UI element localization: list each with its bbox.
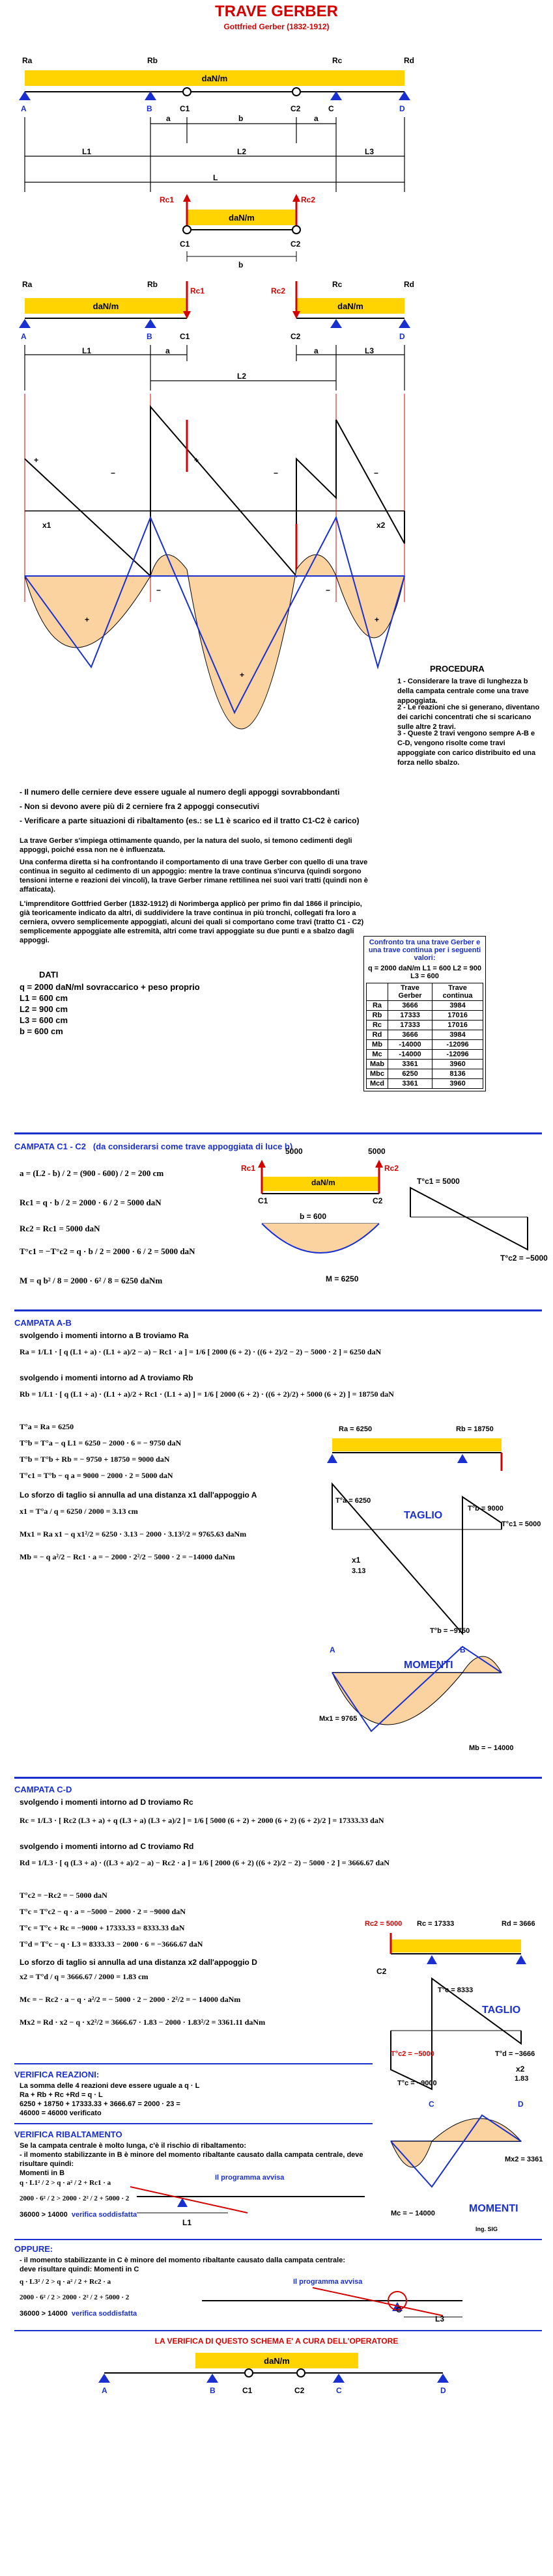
beam-load [25, 70, 404, 86]
label-d: D [440, 2386, 446, 2395]
comparison-cell: 17333 [388, 1021, 432, 1030]
cd-tc3-label: T°c = −9000 [397, 2079, 437, 2087]
support-d-icon [437, 2374, 449, 2383]
dim-a1: a [165, 346, 170, 355]
ab-tb-label: T°b = 9000 [468, 1505, 503, 1513]
label-c2: C2 [294, 2386, 305, 2395]
label-rb: Rb [147, 280, 158, 289]
avvisa-label: Il programma avvisa [215, 2174, 285, 2182]
comparison-cell: Mb [367, 1040, 388, 1050]
ab-tbl-label: T°b = −9750 [430, 1627, 470, 1635]
note: - Verificare a parte situazioni di ribaltamento (es.: se L1 è scarico ed il tratto C1-C2 è carico) [20, 816, 360, 825]
procedure-title: PROCEDURA [430, 664, 485, 674]
support-a-icon [19, 91, 31, 100]
shear-minus-sign: − [111, 469, 116, 478]
comparison-row [367, 1040, 483, 1050]
data-line: L2 = 900 cm [20, 1004, 68, 1014]
comparison-cell: Rd [367, 1030, 388, 1040]
support-d-icon [399, 91, 410, 100]
moment-plus-sign: + [375, 615, 380, 624]
label-b: B [147, 332, 152, 341]
label-a: A [102, 2386, 107, 2395]
label-rc1: Rc1 [190, 286, 205, 295]
ab-mb-label: Mb = − 14000 [469, 1744, 514, 1752]
label-a: A [21, 332, 27, 341]
cd-taglio-label: TAGLIO [482, 2005, 521, 2016]
formula-tc1: T°c1 = T°b − q a = 9000 − 2000 · 2 = 5000 daN [20, 1471, 173, 1480]
label-rc1: Rc1 [160, 195, 175, 204]
cd-rc2-label: Rc2 = 5000 [365, 1920, 403, 1928]
label-c2: C2 [291, 104, 301, 113]
ab-x1-label: x1 [352, 1555, 361, 1565]
formula-mx2: Mx2 = Rd · x2 − q · x2²/2 = 3666.67 · 1.83 − 2000 · 1.83²/2 = 3361.11 daNm [20, 2018, 266, 2027]
shear-minus-sign: − [274, 469, 279, 478]
label-rc2: Rc2 [301, 195, 316, 204]
ab-x1-value: 3.13 [352, 1567, 366, 1575]
oppure-result: 36000 > 14000 verifica soddisfatta [20, 2310, 137, 2318]
ribaltamento-diagram-b [130, 2184, 371, 2223]
comparison-cell: 3960 [432, 1079, 483, 1089]
label-c: C [396, 2305, 402, 2314]
comparison-cell: Mc [367, 1050, 388, 1060]
formula-m: M = q b² / 8 = 2000 · 6² / 8 = 6250 daNm [20, 1276, 163, 1285]
formula-ta: T°a = Ra = 6250 [20, 1422, 74, 1431]
label-d: D [518, 2100, 524, 2109]
c1c2-t2-label: T°c2 = −5000 [500, 1254, 548, 1263]
comparison-cell: Rc [367, 1021, 388, 1030]
cd-line-1: svolgendo i momenti intorno ad D troviamo Rc [20, 1798, 193, 1807]
description-paragraph: L'imprenditore Gottfried Gerber (1832-1912) di Norimberga applicò per primo fin dal 1866 il principio, già teoricamente indicato da altri, di suddividere la trave continua in più tronchi, collegati fra loro a cerniera, ovvero semplicemente appoggiati, alcuni dei quali si comportano come travi (tratto C1 - C2) semplicemente appoggiate alle estremità, altri come travi appoggiate su due punti e a sbalzo dagli appoggi. [20, 900, 364, 944]
formula-mx1: Mx1 = Ra x1 − q x1²/2 = 6250 · 3.13 − 2000 · 3.13²/2 = 9765.63 daNm [20, 1529, 247, 1539]
cd-momenti-label: MOMENTI [469, 2203, 518, 2214]
moment-minus-sign: − [326, 586, 331, 595]
verifica-line: La somma delle 4 reazioni deve essere uguale a q · L [20, 2082, 200, 2090]
formula-ra: Ra = 1/L1 · [ q (L1 + a) · (L1 + a)/2 − a) − Rc1 · a ] = 1/6 [ 2000 (6 + 2) · ((6 + 2)/2 − 2) − 5000 · 2 ] = 6250 daN [20, 1347, 382, 1356]
col-gerber: Trave Gerber [388, 983, 432, 1001]
comparison-cell: 17333 [388, 1011, 432, 1021]
cd-line-3: Lo sforzo di taglio si annulla ad una distanza x2 dall'appoggio D [20, 1958, 257, 1967]
cd-mc-label: Mc = − 14000 [391, 2210, 435, 2217]
hinge-c2-icon [292, 87, 301, 96]
support-b-icon [145, 319, 156, 328]
ab-taglio-label: TAGLIO [404, 1510, 443, 1521]
formula-tc3: T°c = T°c + Rc = −9000 + 17333.33 = 8333.33 daN [20, 1923, 185, 1932]
section-divider [14, 1309, 542, 1311]
comparison-cell: 8136 [432, 1069, 483, 1079]
oppure-numeric: 2000 · 6² / 2 > 2000 · 2² / 2 + 5000 · 2 [20, 2294, 130, 2301]
moment-minus-sign: − [156, 586, 162, 595]
oppure-line: - il momento stabilizzante in C è minore del momento ribaltante causato dalla campata centrale: [20, 2256, 346, 2264]
label-a: A [330, 1645, 335, 1654]
section-title-ab: CAMPATA A-B [14, 1318, 72, 1328]
ribaltamento-line: - il momento stabilizzante in B è minore del momento ribaltante causato dalla campata centrale, deve risultare quindi: [20, 2151, 363, 2168]
dim-l1: L1 [82, 147, 92, 156]
label-x2: x2 [376, 521, 386, 530]
comparison-cell: 3361 [388, 1079, 432, 1089]
c1c2-t1-label: T°c1 = 5000 [417, 1177, 460, 1186]
label-c1: C1 [180, 332, 190, 341]
comparison-title: Confronto tra una trave Gerber e una trave continua per i seguenti valori: [368, 939, 481, 962]
comparison-cell: Mab [367, 1060, 388, 1069]
data-line: b = 600 cm [20, 1026, 63, 1036]
comparison-row [367, 1001, 483, 1011]
label-rc2: Rc2 [271, 286, 286, 295]
hinge-c2-icon [296, 2368, 305, 2377]
dim-l3: L3 [365, 346, 375, 355]
procedure-step: 2 - Le reazioni che si generano, diventano dei carichi concentrati che si scaricano sulle altre 2 travi. [397, 704, 540, 731]
support-a-icon [19, 319, 31, 328]
dim-a2: a [314, 114, 319, 123]
label-c1: C1 [242, 2386, 253, 2395]
cd-tc2-label: T°c2 = −5000 [391, 2050, 434, 2058]
cd-line-2: svolgendo i momenti intorno ad C troviamo Rd [20, 1842, 194, 1851]
section-divider [14, 1777, 542, 1779]
comparison-cell: 3666 [388, 1001, 432, 1011]
comparison-row [367, 1050, 483, 1060]
cd-c2-label: C2 [376, 1967, 387, 1976]
ab-ta-label: T°a = 6250 [335, 1497, 371, 1505]
comparison-cell: 3984 [432, 1001, 483, 1011]
comparison-cell: 17016 [432, 1021, 483, 1030]
label-b: B [210, 2386, 216, 2395]
procedure-step: 3 - Queste 2 travi vengono sempre A-B e C-D, vengono risolte come travi appoggiate con carico distribuito ed una forza nello sbalzo. [397, 730, 536, 767]
comparison-row [367, 1030, 483, 1040]
cd-tc1-label: T°c = 8333 [438, 1986, 474, 1994]
section-divider [14, 2063, 373, 2064]
beam-line [25, 91, 404, 92]
hinge-c1-icon [244, 2368, 253, 2377]
comparison-cell: 3666 [388, 1030, 432, 1040]
formula-tb2: T°b = T°b + Rb = − 9750 + 18750 = 9000 daN [20, 1455, 170, 1464]
support-b-icon [206, 2374, 218, 2383]
hinge-c2-icon [292, 225, 301, 234]
support-b-icon [145, 91, 156, 100]
cd-rd-label: Rd = 3666 [502, 1920, 535, 1928]
label-c2: C2 [291, 332, 301, 341]
label-c1: C1 [180, 240, 190, 249]
ribaltamento-diagram-c [195, 2284, 469, 2323]
formula-tc: T°c = T°c2 − q · a = −5000 − 2000 · 2 = −9000 daN [20, 1907, 186, 1916]
comparison-row [367, 1079, 483, 1089]
comparison-cell: 3984 [432, 1030, 483, 1040]
label-d: D [399, 104, 405, 113]
dim-b: b [238, 114, 244, 123]
footer-note: LA VERIFICA DI QUESTO SCHEMA E' A CURA DELL'OPERATORE [154, 2336, 399, 2346]
ribaltamento-line: Momenti in B [20, 2169, 65, 2177]
support-c-icon [330, 319, 342, 328]
comparison-cell: Mbc [367, 1069, 388, 1079]
c1c2-force-1: 5000 [285, 1147, 303, 1156]
load-label: daN/m [264, 2355, 290, 2366]
label-a: A [21, 104, 27, 113]
shear-plus-sign: + [34, 456, 39, 465]
data-line: L3 = 600 cm [20, 1015, 68, 1025]
ribaltamento-formula: q · L1² / 2 > q · a² / 2 + Rc1 · a [20, 2179, 111, 2187]
dim-l3: L3 [365, 147, 375, 156]
label-rc: Rc [332, 56, 343, 65]
ab-line-2: svolgendo i momenti intorno ad A troviamo Rb [20, 1373, 193, 1382]
section-title-c1c2: CAMPATA C1 - C2 (da considerarsi come trave appoggiata di luce b) [14, 1142, 293, 1151]
page-subtitle: Gottfried Gerber (1832-1912) [223, 22, 330, 31]
verifica-reazioni-body [20, 2081, 199, 2118]
formula-tb: T°b = T°a − q L1 = 6250 − 2000 · 6 = − 9750 daN [20, 1438, 182, 1447]
dim-b2: b [238, 260, 244, 269]
section-title-cd: CAMPATA C-D [14, 1785, 72, 1794]
dimension-lines-top [0, 111, 553, 202]
label-rc1: Rc1 [241, 1164, 256, 1173]
comparison-row [367, 1011, 483, 1021]
comparison-box [363, 936, 486, 1091]
label-c: C [336, 2386, 342, 2395]
formula-rc1: Rc1 = q · b / 2 = 2000 · 6 / 2 = 5000 daN [20, 1198, 162, 1207]
label-rc: Rc [332, 280, 343, 289]
col-continua: Trave continua [432, 983, 483, 1001]
label-rc2: Rc2 [384, 1164, 399, 1173]
cd-x2-value: 1.83 [515, 2075, 529, 2083]
support-c-icon [330, 91, 342, 100]
load-label: daN/m [229, 212, 255, 223]
moment-plus-sign: + [240, 670, 245, 679]
load-label: daN/m [337, 301, 363, 311]
support-c-icon [333, 2374, 345, 2383]
section-divider [14, 2123, 373, 2124]
comparison-row [367, 1060, 483, 1069]
comparison-cell: -14000 [388, 1050, 432, 1060]
comparison-row [367, 1069, 483, 1079]
page-title: TRAVE GERBER [215, 3, 338, 20]
label-b: B [147, 104, 152, 113]
formula-rd: Rd = 1/L3 · [ q (L3 + a) · ((L3 + a)/2 − a) − Rc2 · a ] = 1/6 [ 2000 (6 + 2) ((6 + 2)/2 − 2) − 5000 · 2 ] = 3666.67 daN [20, 1858, 390, 1867]
ab-tc1-label: T°c1 = 5000 [502, 1520, 541, 1528]
load-label: daN/m [311, 1178, 335, 1187]
ribaltamento-line: Se la campata centrale è molto lunga, c'è il rischio di ribaltamento: [20, 2142, 246, 2150]
label-rd: Rd [404, 280, 414, 289]
dim-l1: L1 [82, 346, 92, 355]
dim-l1: L1 [182, 2218, 192, 2227]
ribaltamento-numeric: 2000 · 6² / 2 > 2000 · 2² / 2 + 5000 · 2 [20, 2195, 130, 2202]
dim-l2: L2 [237, 372, 247, 381]
label-c: C [429, 2100, 434, 2109]
formula-x1: x1 = T°a / q = 6250 / 2000 = 3.13 cm [20, 1507, 138, 1516]
verifica-line: Ra + Rb + Rc +Rd = q · L [20, 2091, 103, 2099]
support-d-icon [399, 319, 410, 328]
note: - Il numero delle cerniere deve essere uguale al numero degli appoggi sovrabbondanti [20, 788, 340, 797]
dim-l2: L2 [237, 147, 247, 156]
comparison-cell: Mcd [367, 1079, 388, 1089]
formula-tc: T°c1 = −T°c2 = q · b / 2 = 2000 · 6 / 2 = 5000 daN [20, 1246, 195, 1256]
comparison-cell: -12096 [432, 1050, 483, 1060]
beam-cd-line [296, 318, 404, 319]
avvisa-label: Il programma avvisa [293, 2278, 363, 2286]
comparison-cell: 3361 [388, 1060, 432, 1069]
verifica-reazioni-title: VERIFICA REAZIONI: [14, 2070, 100, 2079]
shear-plus-sign: + [194, 456, 199, 465]
formula-rb: Rb = 1/L1 · [ q (L1 + a) · (L1 + a)/2 + Rc1 · (L1 + a) ] = 1/6 [ 2000 (6 + 2) · ((6 + 2)/2) + 5000 (6 + 2) ] = 18750 daN [20, 1390, 394, 1399]
description-paragraph: Una conferma diretta si ha confrontando il comportamento di una trave Gerber con quello di una trave continua in seguito al cedimento di un appoggio: mentre la trave continua s'incurva (quindi sorgono tensioni interne e reazioni dei vincoli), la trave Gerber rimane rettilinea nei suoi vari tratti (quindi non è affaticata). [20, 858, 368, 894]
label-x1: x1 [42, 521, 51, 530]
c1c2-dim-b: b = 600 [300, 1212, 327, 1221]
signature: Ing. SIG [475, 2226, 498, 2232]
support-a-icon [98, 2374, 110, 2383]
cd-rc-label: Rc = 17333 [417, 1920, 455, 1928]
comparison-cell: 17016 [432, 1011, 483, 1021]
section-divider [14, 2330, 542, 2331]
verifica-line: 6250 + 18750 + 17333.33 + 3666.67 = 2000 · 23 = [20, 2100, 180, 2108]
ab-rb-label: Rb = 18750 [456, 1425, 494, 1433]
c1c2-diagram [234, 1152, 541, 1302]
shear-minus-sign: − [374, 469, 379, 478]
formula-td: T°d = T°c − q · L3 = 8333.33 − 2000 · 6 = −3666.67 daN [20, 1939, 203, 1949]
formula-rc2: Rc2 = Rc1 = 5000 daN [20, 1224, 100, 1233]
oppure-formula: q · L3² / 2 > q · a² / 2 + Rc2 · a [20, 2278, 111, 2286]
comparison-cell: Rb [367, 1011, 388, 1021]
label-b: B [460, 1645, 466, 1654]
split-reaction-arrows [176, 273, 306, 322]
procedure-step: 1 - Considerare la trave di lunghezza b della campata centrale come una trave appoggiata. [397, 678, 529, 705]
ribaltamento-result: 36000 > 14000 verifica soddisfatta [20, 2211, 137, 2219]
cd-mx2-label: Mx2 = 3361 [505, 2156, 543, 2163]
comparison-table [366, 983, 483, 1089]
comparison-cell: 3960 [432, 1060, 483, 1069]
oppure-line: deve risultare quindi: Momenti in C [20, 2266, 139, 2273]
label-ra: Ra [22, 280, 33, 289]
ab-momenti-label: MOMENTI [404, 1660, 453, 1671]
label-c2: C2 [373, 1196, 383, 1205]
data-line: q = 2000 daN/ml sovraccarico + peso proprio [20, 982, 200, 992]
label-ra: Ra [22, 56, 33, 65]
description-paragraph: La trave Gerber s'impiega ottimamente quando, per la natura del suolo, si temono cedimenti degli appoggi, poiché essa non ne è influenzata. [20, 837, 352, 854]
label-c2: C2 [291, 240, 301, 249]
c1c2-force-2: 5000 [368, 1147, 386, 1156]
comparison-params: q = 2000 daN/m L1 = 600 L2 = 900 L3 = 600 [368, 965, 481, 980]
label-c: C [328, 104, 334, 113]
verifica-line: 46000 = 46000 verificato [20, 2109, 102, 2117]
formula-mc: Mc = − Rc2 · a − q · a²/2 = − 5000 · 2 − 2000 · 2²/2 = − 14000 daNm [20, 1995, 241, 2004]
formula-tc2: T°c2 = −Rc2 = − 5000 daN [20, 1891, 107, 1900]
footer-beam-line [104, 2372, 443, 2374]
ab-line-1: svolgendo i momenti intorno a B troviamo Ra [20, 1331, 189, 1340]
section-divider [14, 2239, 542, 2240]
formula-a: a = (L2 - b) / 2 = (900 - 600) / 2 = 200 cm [20, 1168, 164, 1178]
cd-x2-label: x2 [516, 2064, 525, 2074]
label-d: D [399, 332, 405, 341]
ab-diagram [313, 1425, 541, 1790]
section-divider [14, 1132, 542, 1134]
verifica-ribaltamento-title: VERIFICA RIBALTAMENTO [14, 2130, 122, 2139]
data-line: L1 = 600 cm [20, 993, 68, 1003]
load-label: daN/m [92, 301, 119, 311]
hinge-c1-icon [182, 87, 191, 96]
comparison-row [367, 1021, 483, 1030]
dim-l: L [213, 173, 218, 182]
comparison-cell: 6250 [388, 1069, 432, 1079]
label-c1: C1 [180, 104, 190, 113]
formula-mb: Mb = − q a²/2 − Rc1 · a = − 2000 · 2²/2 − 5000 · 2 = −14000 daNm [20, 1552, 235, 1561]
cd-td-label: T°d = −3666 [495, 2050, 535, 2058]
formula-x2: x2 = T°d / q = 3666.67 / 2000 = 1.83 cm [20, 1972, 149, 1981]
beam-ab-load [25, 298, 187, 314]
ab-line-3: Lo sforzo di taglio si annulla ad una distanza x1 dall'appoggio A [20, 1490, 257, 1500]
beam-cd-load [296, 298, 404, 314]
dim-l3: L3 [435, 2314, 445, 2323]
note: - Non si devono avere più di 2 cerniere fra 2 appoggi consecutivi [20, 802, 260, 811]
label-rb: Rb [147, 56, 158, 65]
load-label: daN/m [201, 73, 228, 83]
ab-ra-label: Ra = 6250 [339, 1425, 373, 1433]
comparison-cell: -12096 [432, 1040, 483, 1050]
hinge-c1-icon [182, 225, 191, 234]
beam-ab-line [25, 318, 187, 319]
oppure-body [20, 2256, 384, 2274]
ribaltamento-body [20, 2141, 384, 2178]
comparison-cell: -14000 [388, 1040, 432, 1050]
data-list [20, 981, 200, 1037]
oppure-title: OPPURE: [14, 2244, 53, 2254]
ab-mx1-label: Mx1 = 9765 [319, 1715, 358, 1723]
footer-beam-load [195, 2353, 358, 2368]
label-rd: Rd [404, 56, 414, 65]
formula-rc: Rc = 1/L3 · [ Rc2 (L3 + a) + q (L3 + a) (L3 + a)/2 ] = 1/6 [ 5000 (6 + 2) + 2000 (6 + 2) (6 + 2)/2 ] = 17333.33 daN [20, 1816, 384, 1825]
c1c2-m-label: M = 6250 [326, 1274, 359, 1283]
data-title: DATI [39, 970, 59, 980]
dim-a1: a [166, 114, 171, 123]
dim-a2: a [314, 346, 319, 355]
label-c1: C1 [258, 1196, 268, 1205]
comparison-cell: Ra [367, 1001, 388, 1011]
moment-plus-sign: + [85, 615, 90, 624]
